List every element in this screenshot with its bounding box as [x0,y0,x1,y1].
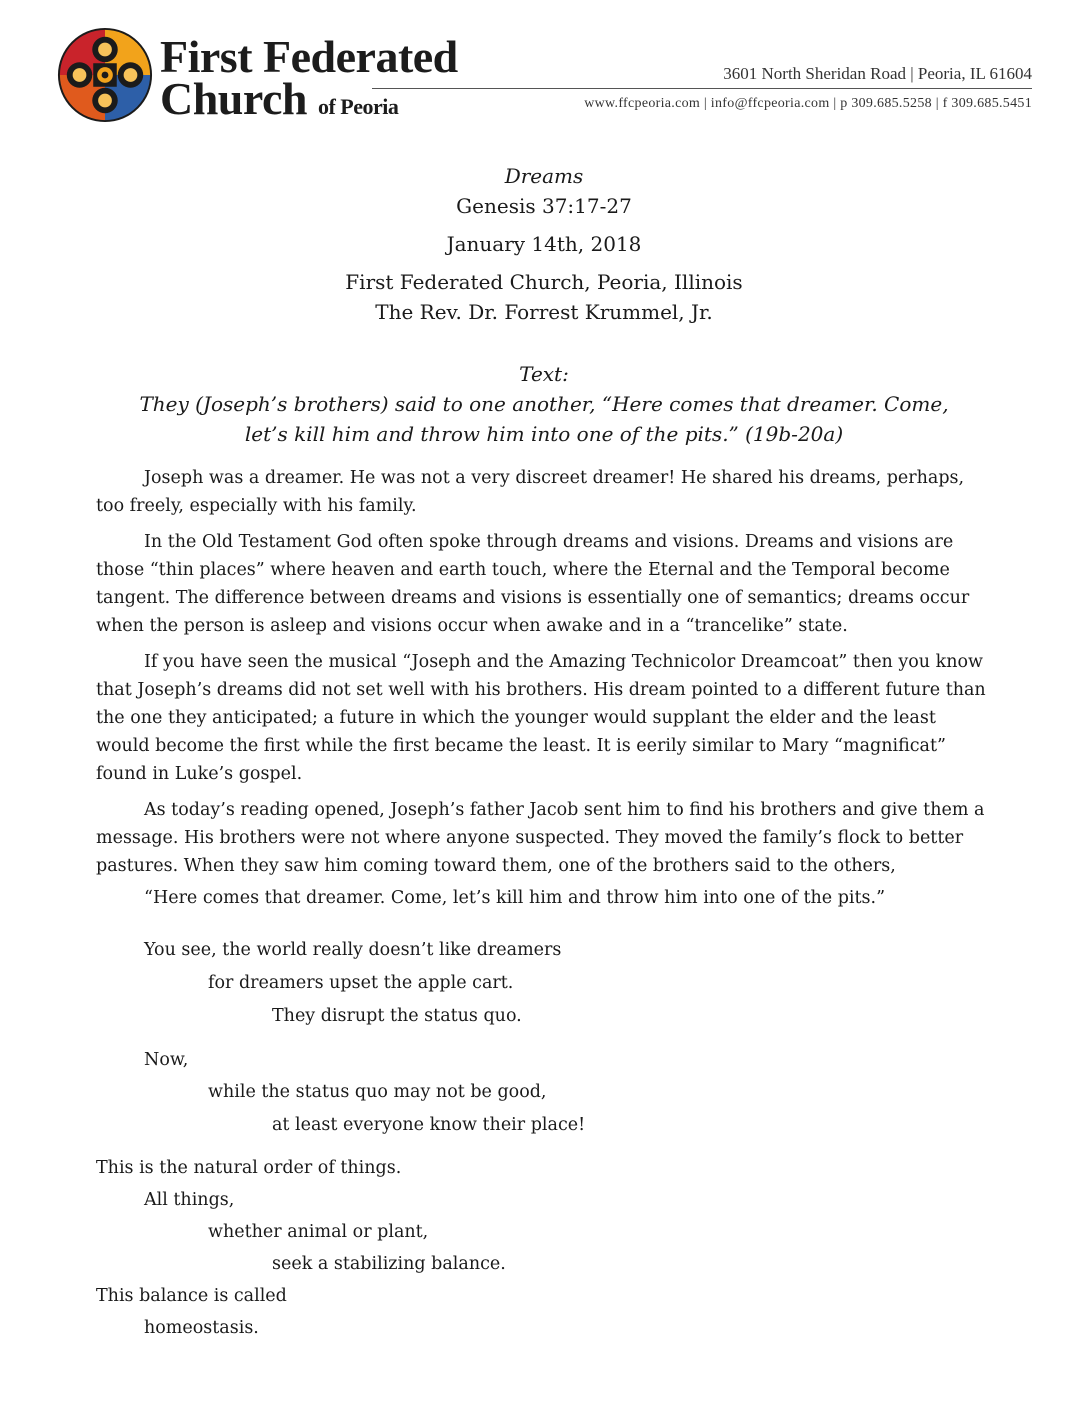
sermon-preacher: The Rev. Dr. Forrest Krummel, Jr. [375,300,713,324]
church-name-church: Church [160,73,307,124]
poem-line: at least everyone know their place! [272,1115,586,1135]
poem-line: You see, the world really doesn’t like dreamers [144,940,562,960]
poem-line: whether animal or plant, [208,1222,429,1242]
sermon-date: January 14th, 2018 [446,232,642,256]
church-name-of-peoria: of Peoria [317,94,399,119]
church-name-line1: First Federated [160,31,458,82]
poem-line: while the status quo may not be good, [208,1082,547,1102]
poem-line: They disrupt the status quo. [272,1006,522,1026]
text-quote-line2: let’s kill him and throw him into one of the pits.” (19b-20a) [244,422,844,446]
poem-line: homeostasis. [144,1318,259,1338]
poem-line: This is the natural order of things. [96,1158,402,1178]
block-quote: “Here comes that dreamer. Come, let’s kill him and throw him into one of the pits.” [144,888,886,908]
church-address: 3601 North Sheridan Road | Peoria, IL 61604 [723,64,1032,83]
paragraph: In the Old Testament God often spoke through dreams and visions. Dreams and visions are those “thin places” where heaven and earth touch, where the Eternal and the Temporal become tangent. The difference between dreams and visions is essentially one of semantics; dreams occur when the person is asleep and visions occur when awake and in a “trancelike” state. [96,532,970,636]
poem-line: Now, [144,1050,189,1070]
paragraph: If you have seen the musical “Joseph and the Amazing Technicolor Dreamcoat” then you know that Joseph’s dreams did not set well with his brothers. His dream pointed to a different future than the one they anticipated; a future in which the younger would supplant the elder and the least would become the first while the first became the least. It is eerily similar to Mary “magnificat” found in Luke’s gospel. [96,652,986,784]
church-name-line2 [160,73,458,124]
poem-line: All things, [144,1190,235,1210]
sermon-place: First Federated Church, Peoria, Illinois [345,270,743,294]
church-contact: www.ffcpeoria.com | info@ffcpeoria.com | p 309.685.5258 | f 309.685.5451 [584,96,1032,111]
sermon-title: Dreams [504,164,584,188]
text-label: Text: [519,362,569,386]
quatrefoil-cross-icon [56,26,154,124]
sermon-scripture: Genesis 37:17-27 [456,194,632,218]
text-quote-line1: They (Joseph’s brothers) said to one another, “Here comes that dreamer. Come, [139,392,949,416]
header-rule [372,88,1032,89]
paragraph: Joseph was a dreamer. He was not a very discreet dreamer! He shared his dreams, perhaps, too freely, especially with his family. [96,468,965,516]
poem-line: This balance is called [96,1286,287,1306]
church-logo [56,26,154,124]
church-name [160,31,458,124]
poem-line: for dreamers upset the apple cart. [208,973,514,993]
paragraph: As today’s reading opened, Joseph’s father Jacob sent him to find his brothers and give them a message. His brothers were not where anyone suspected. They moved the family’s flock to better pastures. When they saw him coming toward them, one of the brothers said to the others, [96,800,985,876]
sermon-body [96,464,988,888]
poem-line: seek a stabilizing balance. [272,1254,506,1274]
